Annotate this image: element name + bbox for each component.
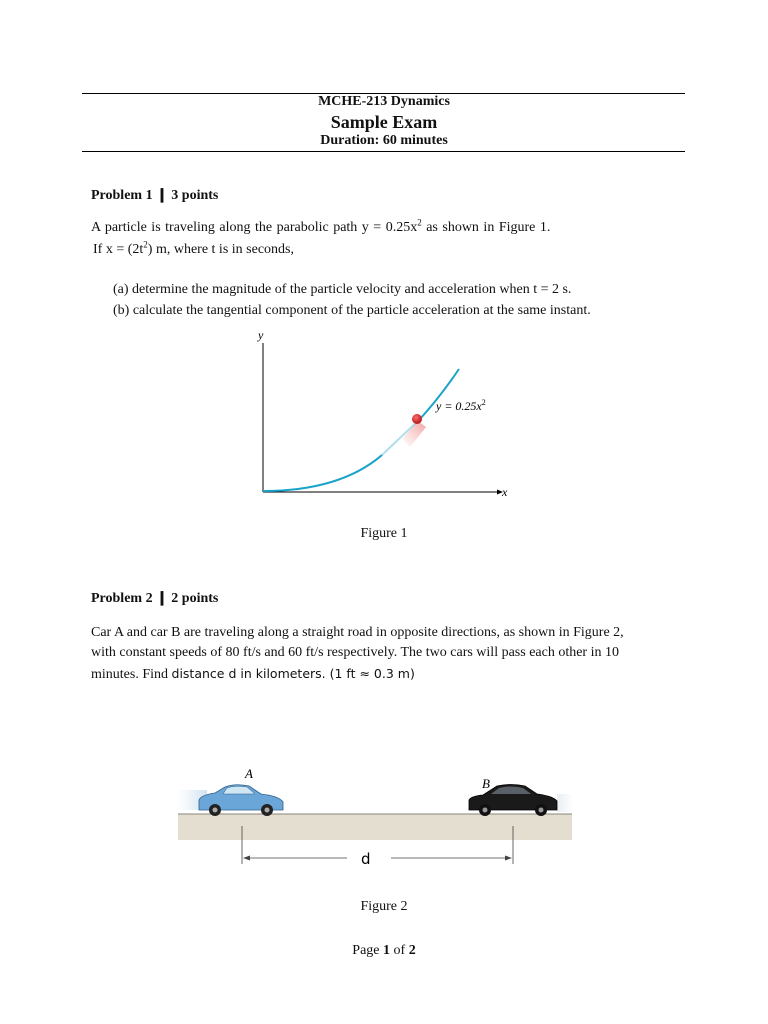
figure-2-caption: Figure 2 <box>360 899 408 914</box>
of-word: of <box>390 943 409 958</box>
page-number: 1 <box>383 943 391 958</box>
exam-title: Sample Exam <box>330 112 438 132</box>
problem-1-line-2-text: If x = (2t <box>93 242 144 257</box>
figure-2 <box>175 758 575 870</box>
page-word: Page <box>352 943 384 958</box>
problem-2-line-1: Car A and car B are traveling along a straight road in opposite directions, as shown in Figure 2, <box>91 625 624 640</box>
distance-label: d <box>361 850 371 868</box>
car-b-motion-blur <box>557 794 573 812</box>
problem-1-line-2-tail: ) m, where t is in seconds, <box>147 242 294 257</box>
cars-diagram <box>175 758 575 870</box>
header-bottom-rule <box>82 151 685 152</box>
problem-1-line-1-text: A particle is traveling along the parabolic path y = 0.25x <box>91 220 418 235</box>
x-axis-label: x <box>502 485 508 499</box>
y-axis-label: y <box>258 328 264 342</box>
problem-2-line-3-sans: distance d in kilometers. (1 ft ≈ 0.3 m) <box>171 666 415 681</box>
particle <box>412 414 422 424</box>
figure-1-caption: Figure 1 <box>360 526 408 541</box>
problem-1-part-b: (b) calculate the tangential component of the particle acceleration at the same instant. <box>113 303 591 318</box>
car-b-label: B <box>482 776 490 791</box>
parabola-curve <box>263 369 459 491</box>
problem-2-line-3 <box>91 664 691 685</box>
problem-1-heading: Problem 1 ❙ 3 points <box>91 188 219 203</box>
dimension-right-arrow-icon <box>505 856 512 861</box>
problem-1-line-1 <box>91 218 691 238</box>
problem-1-line-2 <box>93 240 693 260</box>
page-footer <box>0 943 768 959</box>
figure-1 <box>240 325 530 505</box>
car-a-label: A <box>245 766 253 781</box>
curve-equation-label <box>435 398 486 413</box>
problem-2-line-3-text: minutes. Find <box>91 667 172 682</box>
car-a <box>199 785 283 816</box>
course-name: MCHE-213 Dynamics <box>318 94 450 109</box>
page-total: 2 <box>408 943 416 958</box>
exponent: 2 <box>143 239 148 250</box>
problem-2-line-2: with constant speeds of 80 ft/s and 60 ft/s respectively. The two cars will pass each other in 10 <box>91 645 619 660</box>
curve-equation-exponent: 2 <box>481 398 486 407</box>
parabola-plot <box>240 325 530 505</box>
dimension-left-arrow-icon <box>243 856 250 861</box>
exam-duration: Duration: 60 minutes <box>320 133 448 148</box>
problem-2-heading: Problem 2 ❙ 2 points <box>91 591 219 606</box>
exponent: 2 <box>417 217 422 228</box>
problem-1-line-1-tail: as shown in Figure 1. <box>421 220 551 235</box>
problem-1-part-a: (a) determine the magnitude of the particle velocity and acceleration when t = 2 s. <box>113 282 572 297</box>
curve-equation-text: y = 0.25x <box>436 399 482 413</box>
